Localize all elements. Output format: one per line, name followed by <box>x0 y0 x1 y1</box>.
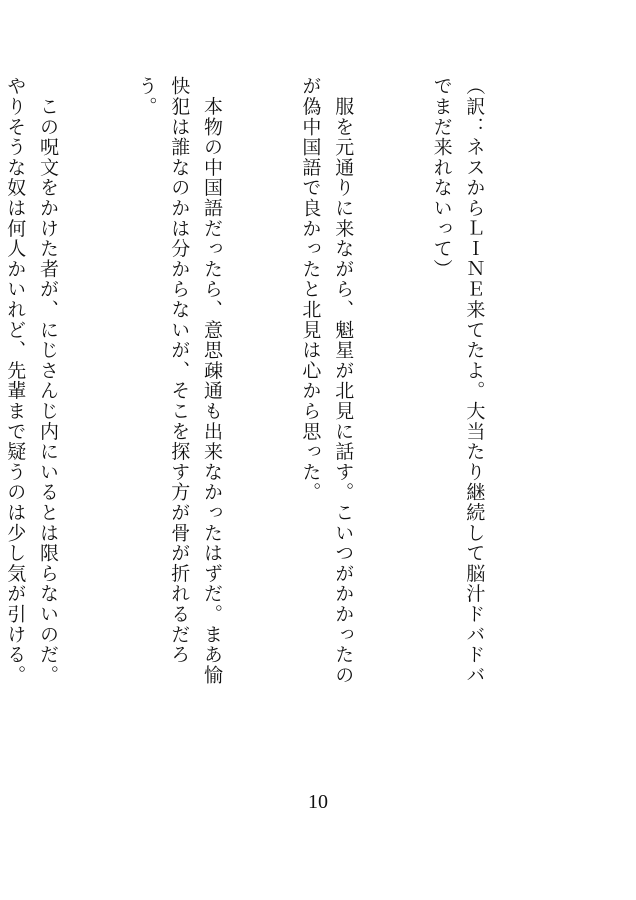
paragraph-narration-real-chinese: 本物の中国語だったら、意思疎通も出来なかったはずだ。まあ愉快犯は誰なのかは分からないが、そこを探す方が骨が折れるだろう。 <box>135 76 224 685</box>
paragraph-line-email-translation: （訳：ネスからＬＩＮＥ来てたよ。大当たり継続して脳汁ドバドバでまだ来れないって） <box>430 76 486 685</box>
paragraph-narration-fake-chinese: 服を元通りに来ながら、魁星が北見に話す。こいつがかかったのが偽中国語で良かったと北見は心から思った。 <box>299 76 355 685</box>
vertical-text-body <box>4 76 556 686</box>
paragraph-narration-culprit: この呪文をかけた者が、にじさんじ内にいるとは限らないのだ。やりそうな奴は何人かいれど、先輩まで疑うのは少し気が引ける。 <box>4 76 60 685</box>
page-number: 10 <box>308 791 328 813</box>
